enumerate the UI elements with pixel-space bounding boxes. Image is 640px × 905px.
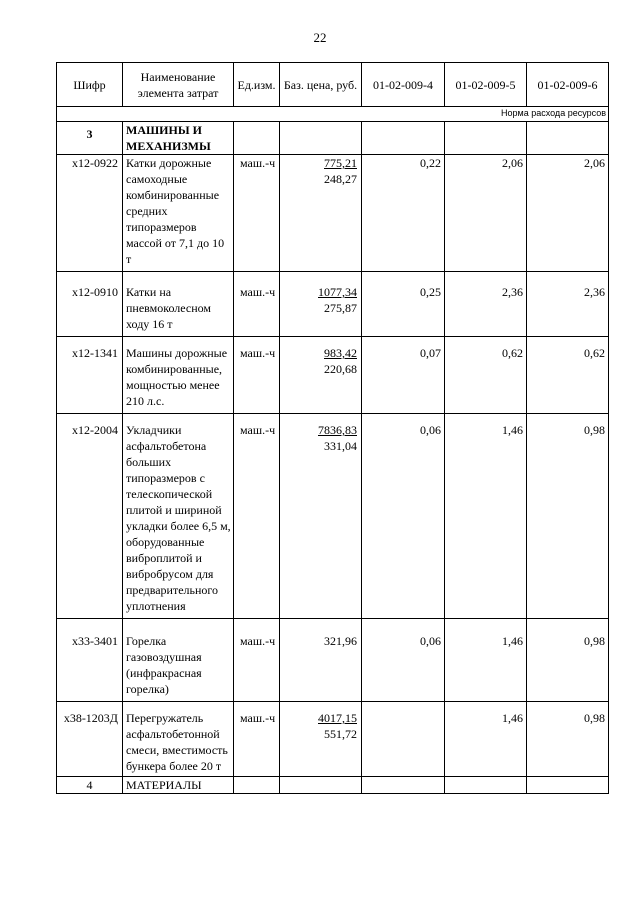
resource-price (280, 337, 362, 414)
resource-name: Катки дорожные самоходные комбинированные средних типоразмеров массой от 7,1 до 10 т (123, 155, 234, 272)
resource-code: х38-1203Д (57, 702, 123, 777)
resource-code: х12-0910 (57, 272, 123, 337)
header-name: Наименование элемента затрат (123, 63, 234, 107)
norm-value-col3: 0,98 (527, 414, 609, 619)
resource-unit: маш.-ч (234, 702, 280, 777)
header-code: Шифр (57, 63, 123, 107)
resource-price (280, 702, 362, 777)
table-row (57, 619, 609, 702)
norm-value-col3: 2,06 (527, 155, 609, 272)
table-row (57, 272, 609, 337)
header-col2: 01-02-009-5 (445, 63, 527, 107)
rows-container (57, 155, 609, 777)
price-current: 775,21 (324, 156, 357, 170)
norm-value-col1: 0,22 (362, 155, 445, 272)
resource-name: Перегружатель асфальтобетонной смеси, вместимость бункера более 20 т (123, 702, 234, 777)
price-current: 983,42 (324, 346, 357, 360)
section-title: МАШИНЫ И МЕХАНИЗМЫ (123, 122, 234, 155)
resource-price (280, 272, 362, 337)
price-current: 4017,15 (318, 711, 357, 725)
resource-unit: маш.-ч (234, 619, 280, 702)
resource-name: Машины дорожные комбинированные, мощностью менее 210 л.с. (123, 337, 234, 414)
header-row (57, 63, 609, 107)
resource-code: х12-2004 (57, 414, 123, 619)
resource-price (280, 414, 362, 619)
price-current: 321,96 (324, 634, 357, 648)
norm-value-col1: 0,06 (362, 414, 445, 619)
table-row (57, 414, 609, 619)
resource-unit: маш.-ч (234, 414, 280, 619)
price-base: 275,87 (324, 301, 357, 315)
resource-table (56, 62, 609, 794)
norm-value-col2: 2,36 (445, 272, 527, 337)
page-number: 22 (313, 30, 327, 45)
section-number: 3 (57, 122, 123, 155)
norm-value-col1: 0,07 (362, 337, 445, 414)
section-title: МАТЕРИАЛЫ (123, 777, 234, 794)
resource-unit: маш.-ч (234, 337, 280, 414)
resource-code: х12-0922 (57, 155, 123, 272)
header-col1: 01-02-009-4 (362, 63, 445, 107)
resource-name: Укладчики асфальтобетона больших типоразмеров с телескопической плитой и шириной укладки более 6,5 м, оборудованные виброплитой и вибробрусом для предварительного уплотнения (123, 414, 234, 619)
price-current: 1077,34 (318, 285, 357, 299)
resource-unit: маш.-ч (234, 155, 280, 272)
section-materials (57, 777, 609, 794)
resource-name: Катки на пневмоколесном ходу 16 т (123, 272, 234, 337)
norm-value-col3: 0,98 (527, 702, 609, 777)
price-base: 331,04 (324, 439, 357, 453)
norm-value-col3: 0,62 (527, 337, 609, 414)
header-unit: Ед.изм. (234, 63, 280, 107)
price-base: 220,68 (324, 362, 357, 376)
resource-name: Горелка газовоздушная (инфракрасная горелка) (123, 619, 234, 702)
norm-value-col2: 1,46 (445, 619, 527, 702)
norm-value-col2: 1,46 (445, 414, 527, 619)
price-base: 248,27 (324, 172, 357, 186)
resource-price (280, 619, 362, 702)
price-current: 7836,83 (318, 423, 357, 437)
norm-value-col2: 2,06 (445, 155, 527, 272)
header-price: Баз. цена, руб. (280, 63, 362, 107)
table-row (57, 155, 609, 272)
resource-price (280, 155, 362, 272)
norm-value-col1: 0,25 (362, 272, 445, 337)
norm-value-col1: 0,06 (362, 619, 445, 702)
section-number: 4 (57, 777, 123, 794)
section-machines (57, 122, 609, 155)
norm-label: Норма расхода ресурсов (57, 107, 609, 122)
table-row (57, 337, 609, 414)
norm-value-col2: 1,46 (445, 702, 527, 777)
norm-value-col2: 0,62 (445, 337, 527, 414)
resource-code: х12-1341 (57, 337, 123, 414)
table-row (57, 702, 609, 777)
price-base: 551,72 (324, 727, 357, 741)
norm-value-col3: 2,36 (527, 272, 609, 337)
norm-value-col1 (362, 702, 445, 777)
norm-row (57, 107, 609, 122)
resource-unit: маш.-ч (234, 272, 280, 337)
header-col3: 01-02-009-6 (527, 63, 609, 107)
norm-value-col3: 0,98 (527, 619, 609, 702)
resource-code: х33-3401 (57, 619, 123, 702)
